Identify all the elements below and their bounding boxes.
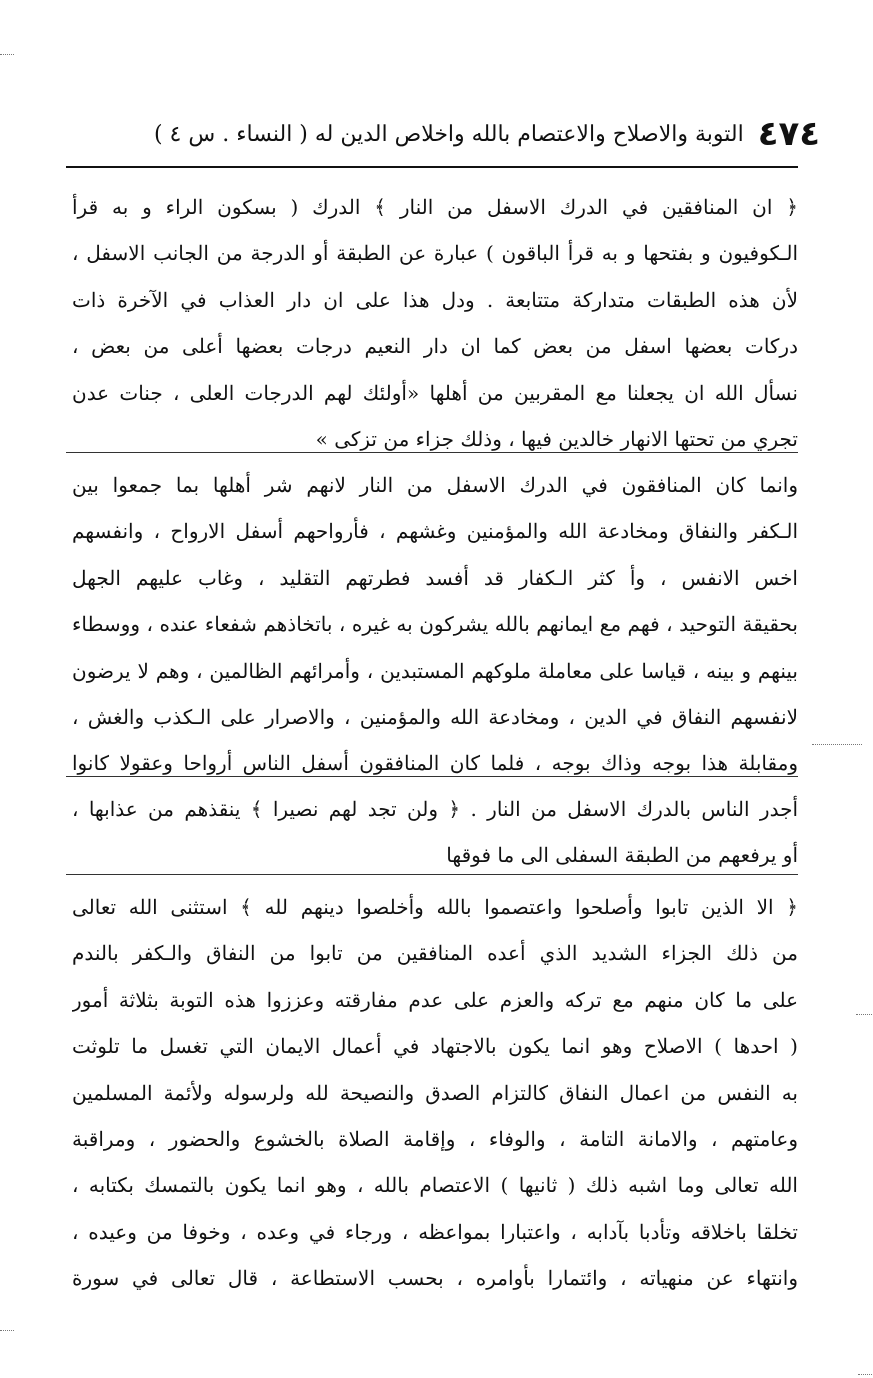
page-header bbox=[60, 108, 820, 160]
paragraph-2 bbox=[72, 462, 798, 787]
text-line: على ما كان منهم مع تركه والعزم على عدم مفارقته وعززوا هذه التوبة بثلاثة أمور bbox=[72, 987, 798, 1012]
section-divider bbox=[66, 452, 798, 453]
text-line: من ذلك الجزاء الشديد الذي أعده المنافقين من تابوا من النفاق والـكفر بالندم bbox=[72, 941, 798, 966]
paragraph-4 bbox=[72, 884, 798, 1302]
text-line: الـكفر والنفاق ومخادعة الله والمؤمنين وغشهم ، فأرواحهم أسفل الارواح ، وانفسهم bbox=[72, 519, 798, 544]
text-line: وانتهاء عن منهياته ، وائتمارا بأوامره ، بحسب الاستطاعة ، قال تعالى في سورة bbox=[72, 1266, 798, 1291]
text-line: بحقيقة التوحيد ، فهم مع ايمانهم بالله يشركون به غيره ، باتخاذهم شفعاء عنده ، ووسطاء bbox=[72, 612, 798, 637]
text-line: وعامتهم ، والامانة التامة ، والوفاء ، وإقامة الصلاة بالخشوع والحضور ، ومراقبة bbox=[72, 1126, 798, 1151]
section-divider bbox=[66, 776, 798, 777]
text-line: ( احدها ) الاصلاح وهو انما يكون بالاجتهاد في أعمال الايمان التي تغسل ما تلوثت bbox=[72, 1034, 798, 1059]
text-line: نسأل الله ان يجعلنا مع المقربين من أهلها «أولئك لهم الدرجات العلى ، جنات عدن bbox=[72, 380, 798, 405]
text-line: الله تعالى وما اشبه ذلك ( ثانيها ) الاعتصام بالله ، وهو انما يكون بالتمسك بكتابه ، bbox=[72, 1173, 798, 1198]
text-line: ﴿ الا الذين تابوا وأصلحوا واعتصموا بالله وأخلصوا دينهم لله ﴾ استثنى الله تعالى bbox=[72, 895, 798, 919]
scan-speck bbox=[856, 1014, 872, 1015]
paragraph-3 bbox=[72, 786, 798, 879]
text-line: أجدر الناس بالدرك الاسفل من النار . ﴿ ولن تجد لهم نصيرا ﴾ ينقذهم من عذابها ، bbox=[72, 797, 798, 821]
text-line: ﴿ ان المنافقين في الدرك الاسفل من النار ﴾ الدرك ( بسكون الراء و به قرأ bbox=[72, 195, 798, 219]
page-number: ٤٧٤ bbox=[757, 114, 820, 154]
text-line: ومقابلة هذا بوجه وذاك بوجه ، فلما كان المنافقون أسفل الناس أرواحا وعقولا كانوا bbox=[72, 751, 798, 776]
running-title: التوبة والاصلاح والاعتصام بالله واخلاص الدين له ( النساء . س ٤ ) bbox=[153, 121, 744, 147]
text-line: بينهم و بينه ، قياسا على معاملة ملوكهم المستبدين ، وأمرائهم الظالمين ، وهم لا يرضون bbox=[72, 658, 798, 683]
scan-speck bbox=[812, 744, 862, 745]
text-line: الـكوفيون و بفتحها و به قرأ الباقون ) عبارة عن الطبقة أو الدرجة من الجانب الاسفل ، bbox=[72, 241, 798, 266]
text-line: به النفس من اعمال النفاق كالتزام الصدق والنصيحة لله ولرسوله ولأئمة المسلمين bbox=[72, 1080, 798, 1105]
scan-speck bbox=[0, 54, 14, 55]
text-line: لانفسهم النفاق في الدين ، ومخادعة الله والمؤمنين ، والاصرار على الـكذب والغش ، bbox=[72, 704, 798, 729]
text-line: تجري من تحتها الانهار خالدين فيها ، وذلك جزاء من تزكى » bbox=[315, 426, 798, 451]
scan-speck bbox=[0, 1330, 14, 1331]
text-line: دركات بعضها اسفل من بعض كما ان دار النعيم درجات بعضها أعلى من بعض ، bbox=[72, 334, 798, 359]
text-line: أو يرفعهم من الطبقة السفلى الى ما فوقها bbox=[446, 843, 798, 868]
scan-speck bbox=[858, 1374, 872, 1375]
text-line: لأن هذه الطبقات متداركة متتابعة . ودل هذا على ان دار العذاب في الآخرة ذات bbox=[72, 287, 798, 312]
text-line: وانما كان المنافقون في الدرك الاسفل من النار لانهم شر أهلها بما جمعوا بين bbox=[72, 473, 798, 497]
text-line: اخس الانفس ، وأ كثر الـكفار قد أفسد فطرتهم التقليد ، وغاب عليهم الجهل bbox=[72, 565, 798, 590]
header-rule bbox=[66, 166, 798, 168]
section-divider bbox=[66, 874, 798, 875]
paragraph-1 bbox=[72, 184, 798, 462]
text-line: تخلقا باخلاقه وتأدبا بآدابه ، واعتبارا بمواعظه ، ورجاء في وعده ، وخوفا من وعيده ، bbox=[72, 1219, 798, 1244]
